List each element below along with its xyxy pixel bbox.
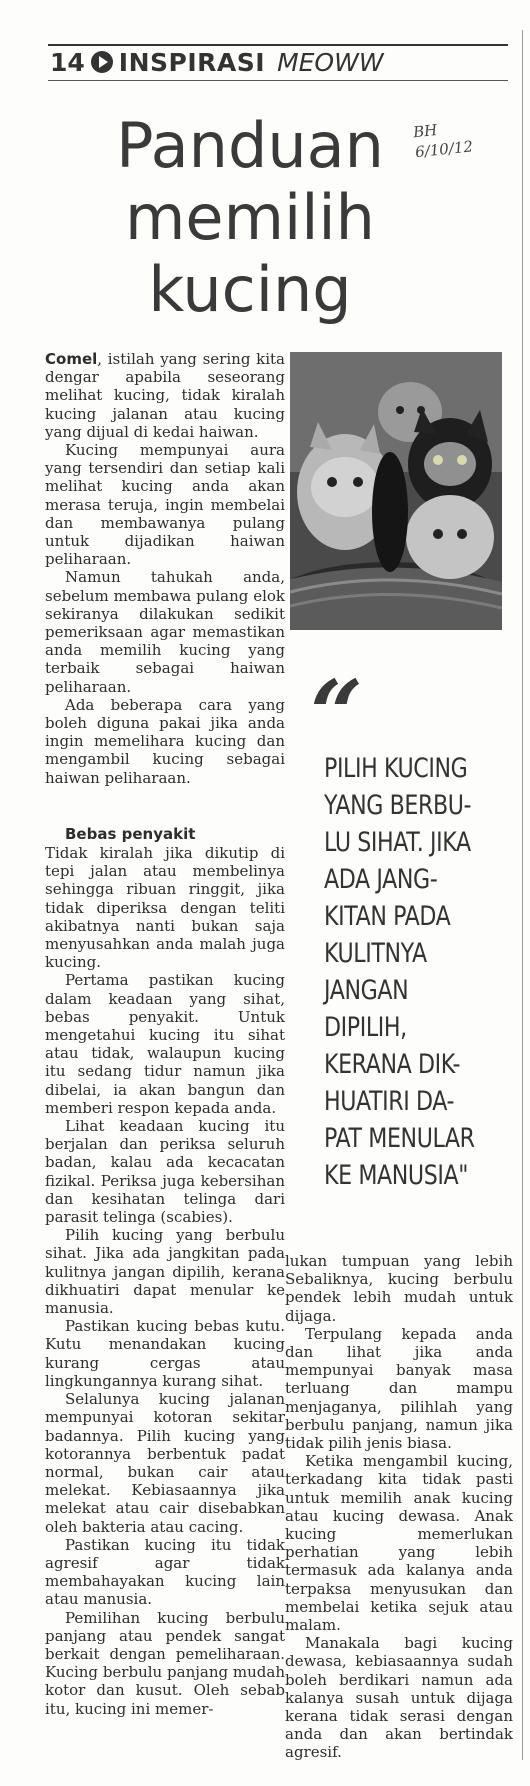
- title-line: kucing: [148, 253, 352, 326]
- body-paragraph: Lihat keadaan kucing itu berjalan dan periksa seluruh badan, kalau ada kecacatan fizikal. Periksa juga kebersihan dan kesihatan telinga dari parasit telinga (scabies).: [45, 1117, 285, 1227]
- quote-line: KE MANUSIA": [324, 1160, 468, 1191]
- handwritten-line: 6/10/12: [414, 137, 474, 162]
- article-column-continued: [285, 1252, 513, 1762]
- body-paragraph: Pastikan kucing bebas kutu. Kutu menandakan kucing kurang cergas atau lingkungannya kurang sihat.: [45, 1317, 285, 1390]
- page-number: 14: [50, 47, 85, 77]
- body-paragraph: Tidak kiralah jika dikutip di tepi jalan atau membelinya sehingga ribuan ringgit, jika tidak diperiksa dengan teliti akibatnya nanti bukan saja menyusahkan anda malah juga kucing.: [45, 844, 285, 972]
- body-paragraph: lukan tumpuan yang lebih Sebaliknya, kucing berbulu pendek lebih mudah untuk dijaga.: [285, 1252, 513, 1325]
- body-paragraph: Pertama pastikan kucing dalam keadaan yang sihat, bebas penyakit. Untuk mengetahui kucing itu sihat atau tidak, walaupun kucing itu sedang tidur namun jika dibelai, ia akan bangun dan memberi respon kepada anda.: [45, 971, 285, 1117]
- body-paragraph: Ada beberapa cara yang boleh diguna pakai jika anda ingin memelihara kucing dan mengambil kucing sebagai haiwan peliharaan.: [45, 695, 285, 787]
- quote-line: HUATIRI DA-: [324, 1086, 455, 1117]
- body-paragraph: Namun tahukah anda, sebelum membawa pulang elok sekiranya dilakukan sedikit pemeriksaan agar memastikan anda memilih kucing yang terbaik sebagai haiwan peliharaan.: [45, 568, 285, 696]
- quote-mark: “: [310, 660, 363, 768]
- quote-line: PILIH KUCING: [324, 753, 468, 784]
- quote-line: KERANA DIK-: [324, 1049, 461, 1080]
- body-paragraph: Pemilihan kucing berbulu panjang atau pendek sangat berkait dengan pemeliharaan. Kucing berbulu panjang mudah kotor dan kusut. Oleh sebab itu, kucing ini memer-: [45, 1608, 285, 1718]
- body-paragraph: Pastikan kucing itu tidak agresif agar tidak membahayakan kucing lain atau manusia.: [45, 1535, 285, 1609]
- kittens-illustration: [290, 352, 502, 630]
- header-bottom-rule: [48, 80, 508, 81]
- section-header: [50, 44, 384, 80]
- quote-line: DIPILIH,: [324, 1012, 407, 1043]
- article-column-intro: [45, 350, 285, 787]
- lead-paragraph-text: , istilah yang sering kita dengar apabila seseorang melihat kucing, tidak kiralah kucing jalanan atau kucing yang dijual di kedai haiwan.: [45, 350, 285, 441]
- body-paragraph: Selalunya kucing jalanan mempunyai kotoran sekitar badannya. Pilih kucing yang kotorannya berbentuk padat normal, bukan cair atau melekat. Kebiasaannya jika melekat atau cair disebabkan oleh bakteria atau cacing.: [45, 1390, 285, 1536]
- kittens-photo: [290, 352, 502, 630]
- title-line: Panduan: [116, 109, 384, 182]
- quote-line: JANGAN: [324, 975, 409, 1006]
- play-arrow-icon: [91, 51, 113, 73]
- handwritten-line: BH: [412, 120, 439, 142]
- lead-paragraph: [45, 350, 285, 441]
- quote-line: LU SIHAT. JIKA: [324, 827, 471, 858]
- pull-quote: [304, 660, 514, 1191]
- subsection-name: MEOWW: [277, 47, 384, 77]
- body-paragraph: Pilih kucing yang berbulu sihat. Jika ada jangkitan pada kulitnya jangan dipilih, kerana dikhuatiri dapat menular ke manusia.: [45, 1226, 285, 1318]
- quote-line: KITAN PADA: [324, 901, 451, 932]
- article-title: [60, 110, 440, 326]
- page-edge-rule: [522, 30, 523, 1760]
- body-paragraph: Kucing mempunyai aura yang tersendiri dan setiap kali melihat kucing anda akan merasa teruja, ingin membelai dan membawanya pulang untuk dijadikan haiwan peliharaan.: [45, 441, 285, 569]
- section-name: INSPIRASI: [118, 47, 266, 77]
- quote-line: PAT MENULAR: [324, 1123, 475, 1154]
- pull-quote-text: [324, 750, 513, 1194]
- title-line: memilih: [125, 181, 375, 254]
- quote-line: ADA JANG-: [324, 864, 438, 895]
- lead-word: Comel: [45, 350, 98, 368]
- handwritten-date-note: [412, 114, 500, 163]
- body-paragraph: Manakala bagi kucing dewasa, kebiasaannya sudah boleh berdikari namun ada kalanya susah untuk dijaga kerana tidak serasi dengan anda dan akan bertindak agresif.: [285, 1634, 513, 1762]
- quote-line: KULITNYA: [324, 938, 427, 969]
- body-paragraph: Ketika mengambil kucing, terkadang kita tidak pasti untuk memilih anak kucing atau kucing dewasa. Anak kucing memerlukan perhatian yang lebih termasuk ada kalanya anda terpaksa menyusukan dan membelai ketika sejuk atau malam.: [285, 1452, 513, 1635]
- quote-line: YANG BERBU-: [324, 790, 472, 821]
- article-column-main: [45, 824, 285, 1718]
- body-paragraph: Terpulang kepada anda dan lihat jika anda mempunyai banyak masa terluang dan mampu menjaganya, pilihlah yang berbulu panjang, namun jika tidak pilih jenis biasa.: [285, 1324, 513, 1453]
- subheading: Bebas penyakit: [65, 825, 196, 843]
